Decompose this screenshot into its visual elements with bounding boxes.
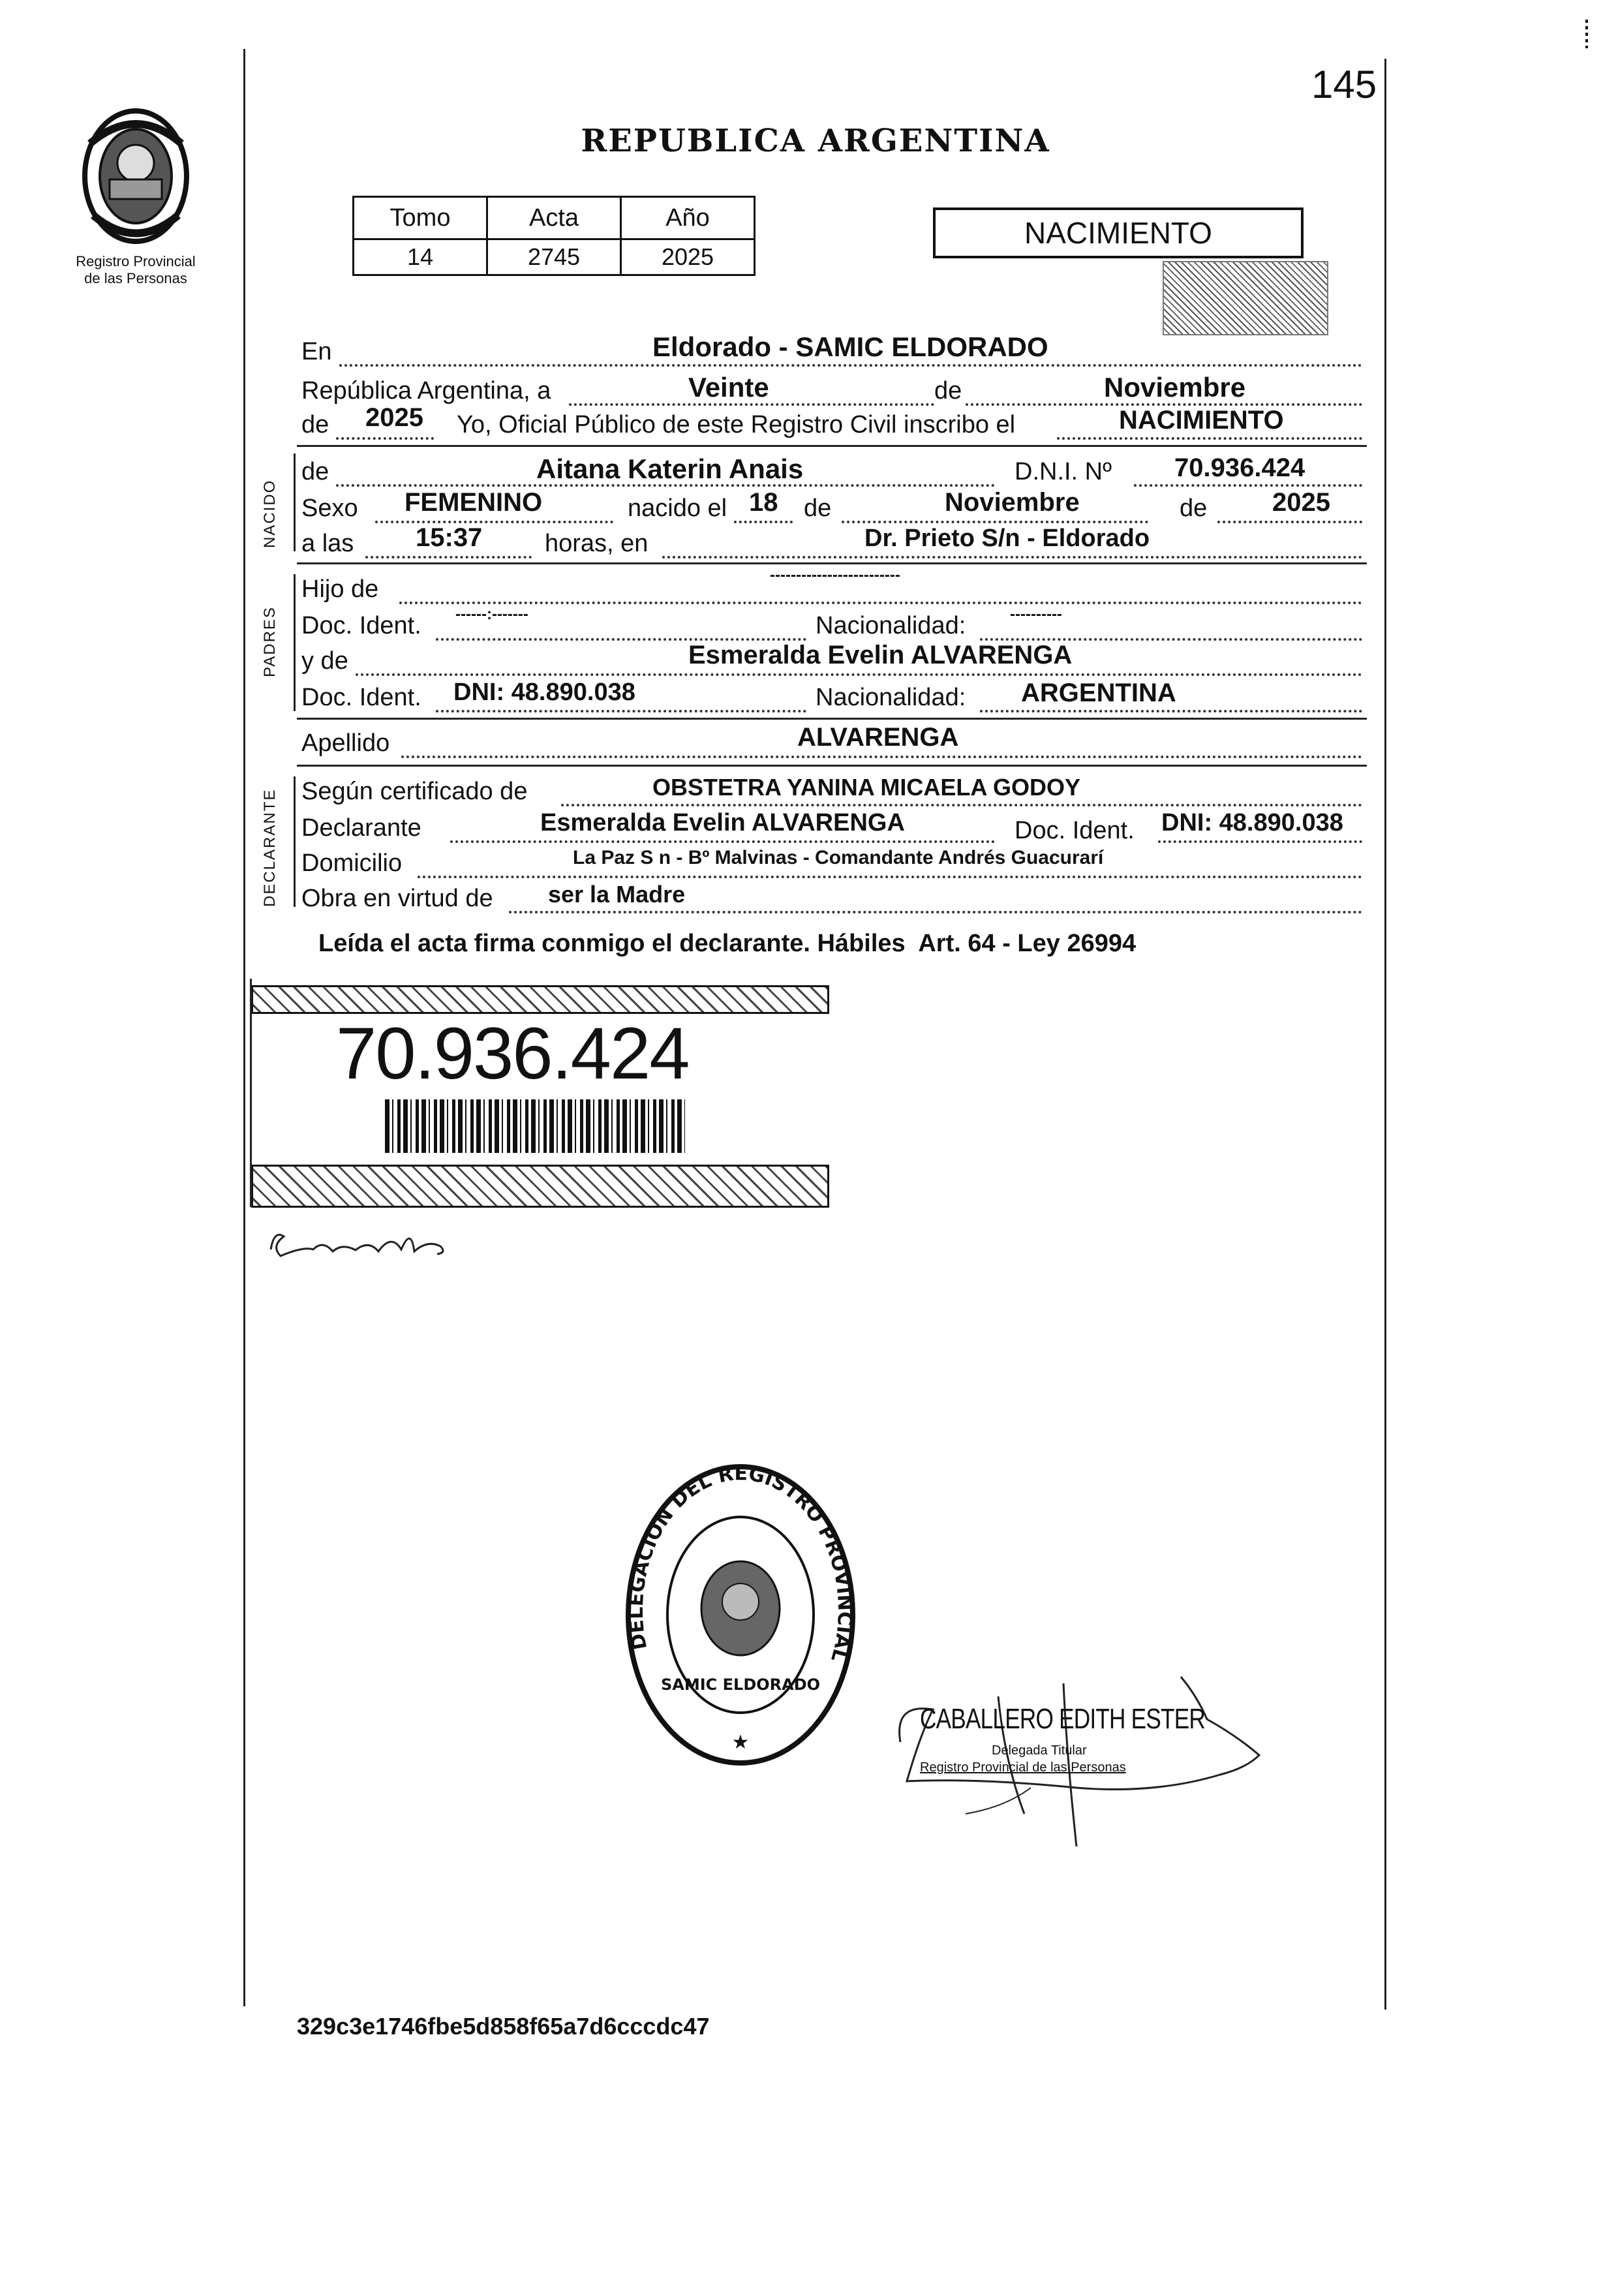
obra-value: ser la Madre [548, 881, 686, 908]
lugar-dots [662, 556, 1362, 559]
separator-4 [297, 765, 1367, 767]
value-anio: 2025 [621, 239, 755, 275]
document-hash: 329c3e1746fbe5d858f65a7d6cccdc47 [297, 2013, 710, 2040]
de-label: de [934, 377, 962, 405]
inscribo-value: NACIMIENTO [1119, 406, 1284, 435]
apellido-value: ALVARENGA [797, 723, 959, 752]
nacido-de2-label: de [804, 495, 832, 522]
value-acta: 2745 [487, 239, 621, 275]
header-tomo: Tomo [354, 197, 487, 239]
mes-value: Noviembre [1104, 372, 1246, 403]
dni-value: 70.936.424 [1174, 453, 1305, 482]
obra-dots [509, 911, 1362, 913]
declarante-label: Declarante [301, 814, 421, 842]
nacido-anio-dots [1217, 521, 1362, 523]
hijo-de-label: Hijo de [301, 575, 379, 603]
right-margin-line [1384, 59, 1386, 2010]
svg-text:★: ★ [731, 1732, 750, 1753]
official-office: Registro Provincial de las Personas [920, 1760, 1126, 1775]
en-dots [339, 364, 1362, 367]
sexo-label: Sexo [301, 495, 358, 522]
dni-label: D.N.I. Nº [1015, 458, 1112, 485]
registry-seal [623, 1462, 858, 1771]
page-title: REPUBLICA ARGENTINA [581, 123, 1050, 159]
dni-dots [1134, 484, 1362, 487]
obra-label: Obra en virtud de [301, 885, 493, 912]
nacido-de3-label: de [1180, 495, 1208, 522]
declarante-dots [450, 840, 995, 843]
domicilio-dots [418, 876, 1362, 878]
dia-value: Veinte [688, 372, 769, 403]
sexo-dots [375, 521, 613, 523]
anio-value: 2025 [365, 403, 423, 432]
declarante-bracket [294, 776, 296, 907]
registry-label-2: de las Personas [84, 270, 187, 286]
nacionalidad-2-value: ARGENTINA [1021, 679, 1176, 707]
security-hologram-icon [1163, 261, 1328, 335]
republica-dots [569, 403, 934, 406]
nacionalidad-1-value: ---------- [1010, 605, 1062, 623]
domicilio-value: La Paz S n - Bº Malvinas - Comandante Andrés Guacurarí [573, 847, 1104, 868]
declarante-doc-value: DNI: 48.890.038 [1161, 809, 1343, 836]
seal-outer-text: DELEGACION DEL REGISTRO PROVINCIAL [624, 1462, 857, 1664]
madre-value: Esmeralda Evelin ALVARENGA [688, 641, 1073, 669]
republica-label: República Argentina, a [301, 377, 551, 405]
sticker-left-edge [250, 979, 252, 1207]
nacionalidad-2-label: Nacionalidad: [816, 684, 966, 711]
record-table [352, 196, 756, 276]
value-tomo: 14 [354, 239, 487, 275]
domicilio-label: Domicilio [301, 850, 403, 877]
doc-ident-2-label: Doc. Ident. [301, 684, 421, 711]
nac2-dots [980, 710, 1362, 712]
declarante-doc-dots [1158, 840, 1362, 843]
separator-1 [297, 445, 1367, 447]
certificado-value: OBSTETRA YANINA MICAELA GODOY [652, 774, 1081, 801]
inscribo-dots [1057, 437, 1362, 440]
apellido-dots [401, 756, 1362, 758]
doc-ident-1-value: ------:------- [455, 605, 528, 623]
declarante-value: Esmeralda Evelin ALVARENGA [540, 809, 905, 836]
nacido-mes: Noviembre [945, 488, 1080, 517]
padre-dots [399, 602, 1362, 604]
nacido-de-label: de [301, 458, 329, 485]
horas-en-label: horas, en [545, 530, 649, 557]
official-title: Delegada Titular [992, 1743, 1087, 1758]
en-label: En [301, 338, 332, 365]
sticker-number: 70.936.424 [336, 1013, 689, 1094]
separator-2 [297, 562, 1367, 564]
nacido-anio: 2025 [1272, 488, 1330, 517]
official-name: CABALLERO EDITH ESTER [920, 1703, 1206, 1735]
header-anio: Año [621, 197, 755, 239]
nacionalidad-1-label: Nacionalidad: [816, 612, 966, 639]
sticker-top-band [251, 985, 829, 1014]
de-year-label: de [301, 411, 329, 438]
anio-dots [336, 437, 434, 440]
padres-section-label: PADRES [261, 606, 279, 677]
nacido-el-label: nacido el [628, 495, 727, 522]
dia-dots [734, 521, 793, 523]
left-margin-line [243, 49, 245, 2006]
y-de-label: y de [301, 647, 348, 675]
declarante-signature [264, 1220, 453, 1269]
a-las-label: a las [301, 530, 354, 557]
act-type-box: NACIMIENTO [933, 207, 1304, 258]
apellido-label: Apellido [301, 729, 390, 757]
nacido-dia: 18 [749, 488, 778, 517]
separator-3 [297, 718, 1367, 720]
en-value: Eldorado - SAMIC ELDORADO [652, 331, 1048, 362]
header-acta: Acta [487, 197, 621, 239]
nacido-mes-dots [842, 521, 1148, 523]
declarante-section-label: DECLARANTE [261, 788, 279, 907]
page-number: 145 [1311, 63, 1377, 106]
nacido-bracket [294, 453, 296, 551]
province-emblem-icon [77, 104, 194, 248]
hora-dots [365, 556, 532, 559]
madre-dots [356, 673, 1362, 676]
doc-ident-2-value: DNI: 48.890.038 [453, 679, 635, 706]
sexo-value: FEMENINO [404, 488, 543, 517]
certificado-label: Según certificado de [301, 778, 528, 805]
barcode-icon [385, 1099, 685, 1153]
doc2-dots [436, 710, 806, 712]
registry-label-1: Registro Provincial [76, 253, 196, 269]
lugar-value: Dr. Prieto S/n - Eldorado [864, 525, 1150, 552]
leida-statement: Leída el acta firma conmigo el declarante. Hábiles Art. 64 - Ley 26994 [318, 930, 1137, 957]
corner-mark [1585, 20, 1588, 48]
certificado-dots [561, 804, 1362, 806]
inscribo-label: Yo, Oficial Público de este Registro Civil inscribo el [457, 411, 1016, 438]
seal-inner-text: SAMIC ELDORADO [660, 1676, 821, 1694]
hora-value: 15:37 [416, 523, 483, 552]
padre-value: ------------------------- [770, 566, 900, 584]
padres-bracket [294, 574, 296, 711]
declarante-doc-label: Doc. Ident. [1015, 817, 1135, 844]
nacido-name: Aitana Katerin Anais [536, 453, 804, 484]
doc-ident-1-label: Doc. Ident. [301, 612, 421, 639]
sticker-bottom-band [251, 1165, 829, 1208]
nacido-section-label: NACIDO [261, 479, 279, 548]
